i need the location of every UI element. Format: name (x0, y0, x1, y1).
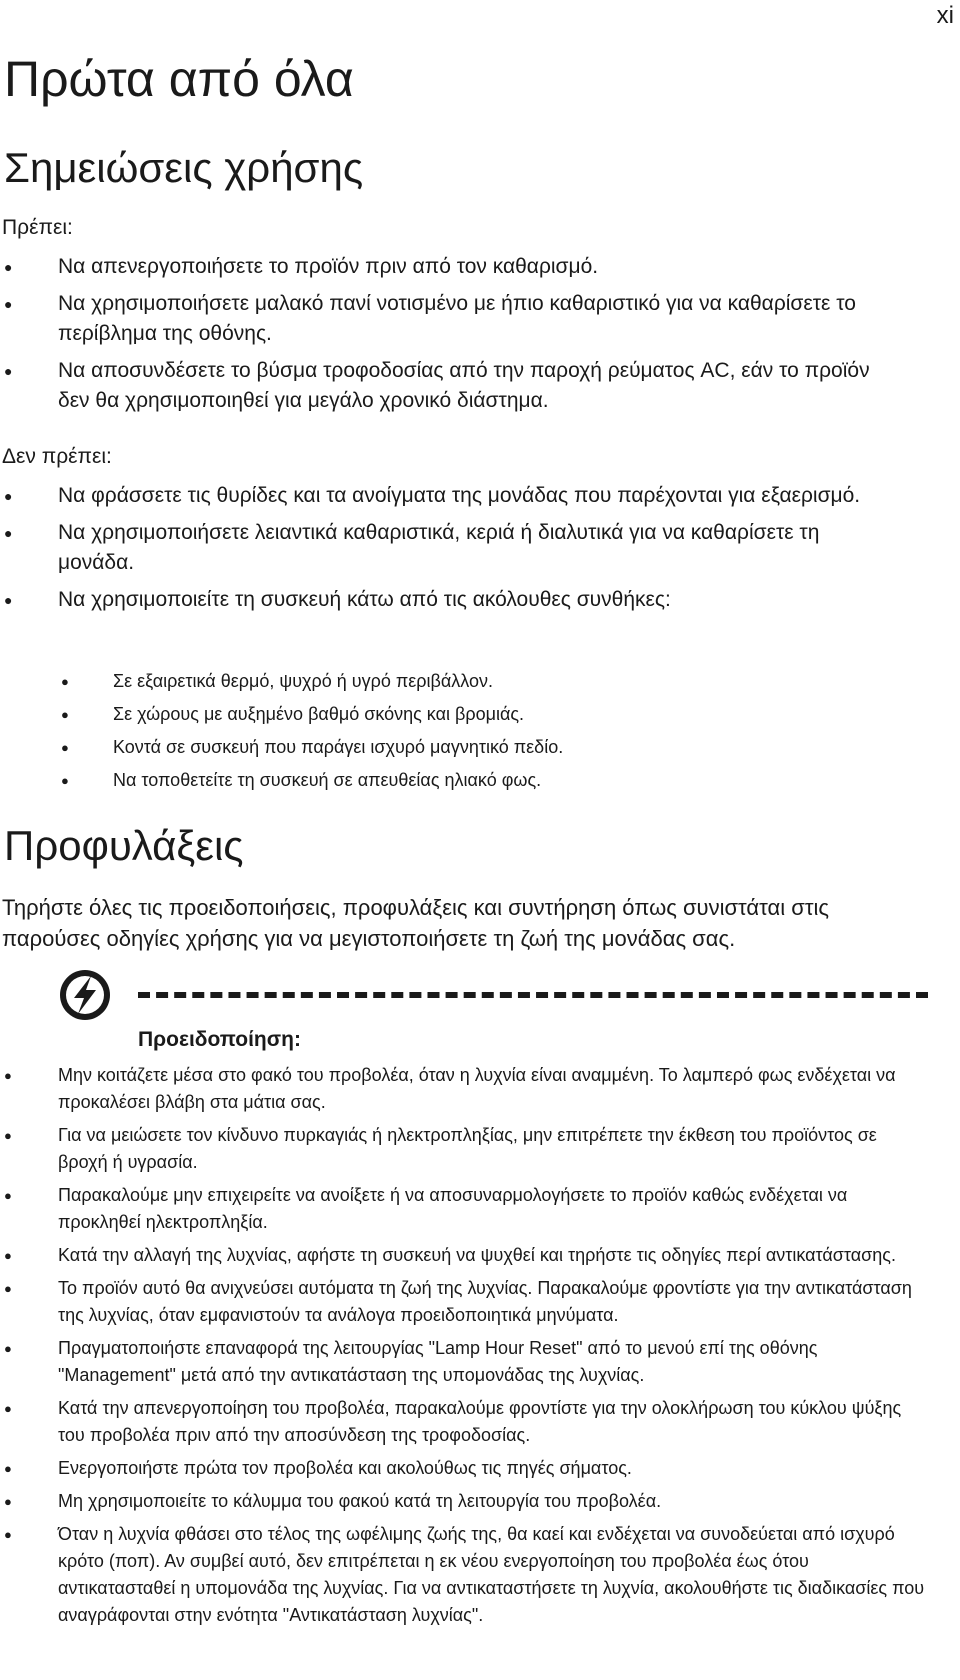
list-item: ● Όταν η λυχνία φθάσει στο τέλος της ωφέλιμης ζωής της, θα καεί και ενδέχεται να συνοδεύεται από ισχυρό κρότο (ποπ). Αν συμβεί αυτό, δεν επιτρέπεται η εκ νέου ενεργοποίηση του προβολέα έως ότου αντικατασταθεί η υπομονάδα της λυχνίας. Για να αντικαταστήσετε τη λυχνία, ακολουθήστε τις διαδικασίες που αναγράφονται στην ενότητα "Αντικατάσταση λυχνίας". (0, 1521, 928, 1629)
usage-notes-heading: Σημειώσεις χρήσης (4, 144, 364, 191)
list-item: ● Να χρησιμοποιήσετε λειαντικά καθαριστικά, κεριά ή διαλυτικά για να καθαρίσετε τη μονάδα. (0, 518, 898, 578)
do-label: Πρέπει: (2, 216, 73, 239)
list-item: ● Να τοποθετείτε τη συσκευή σε απευθείας ηλιακό φως. (58, 768, 563, 793)
warnings-list (0, 1062, 928, 1635)
list-item: ● Για να μειώσετε τον κίνδυνο πυρκαγιάς ή ηλεκτροπληξίας, μην επιτρέπετε την έκθεση του προϊόντος σε βροχή ή υγρασία. (0, 1122, 928, 1176)
warning-title: Προειδοποίηση: (138, 1028, 301, 1051)
list-item: ● Να χρησιμοποιήσετε μαλακό πανί νοτισμένο με ήπιο καθαριστικό για να καθαρίσετε το περίβλημα της οθόνης. (0, 289, 898, 349)
list-item: ● Ενεργοποιήστε πρώτα τον προβολέα και ακολούθως τις πηγές σήματος. (0, 1455, 928, 1482)
dont-list (0, 481, 898, 622)
precautions-intro: Τηρήστε όλες τις προειδοποιήσεις, προφυλάξεις και συντήρηση όπως συνιστάται στις παρούσες οδηγίες χρήσης για να μεγιστοποιήσετε τη ζωή της μονάδας σας. (2, 895, 829, 951)
list-item: ● Παρακαλούμε μην επιχειρείτε να ανοίξετε ή να αποσυναρμολογήσετε το προϊόν καθώς ενδέχεται να προκληθεί ηλεκτροπληξία. (0, 1182, 928, 1236)
precautions-heading: Προφυλάξεις (4, 822, 244, 869)
dont-label: Δεν πρέπει: (2, 445, 112, 468)
list-item: ● Μη χρησιμοποιείτε το κάλυμμα του φακού κατά τη λειτουργία του προβολέα. (0, 1488, 928, 1515)
list-item: ● Να χρησιμοποιείτε τη συσκευή κάτω από τις ακόλουθες συνθήκες: (0, 585, 898, 615)
list-item: ● Κοντά σε συσκευή που παράγει ισχυρό μαγνητικό πεδίο. (58, 735, 563, 760)
conditions-list (58, 669, 563, 801)
list-item: ● Πραγματοποιήστε επαναφορά της λειτουργίας "Lamp Hour Reset" από το μενού επί της οθόνης "Management" μετά από την αντικατάσταση της υπομονάδας της λυχνίας. (0, 1335, 928, 1389)
page-number: xi (936, 2, 954, 29)
lightning-warning-icon (58, 968, 112, 1022)
list-item: ● Να φράσσετε τις θυρίδες και τα ανοίγματα της μονάδας που παρέχονται για εξαερισμό. (0, 481, 898, 511)
page-title: Πρώτα από όλα (4, 51, 354, 107)
list-item: ● Σε εξαιρετικά θερμό, ψυχρό ή υγρό περιβάλλον. (58, 669, 563, 694)
do-list (0, 252, 898, 423)
list-item: ● Μην κοιτάζετε μέσα στο φακό του προβολέα, όταν η λυχνία είναι αναμμένη. Το λαμπερό φως ενδέχεται να προκαλέσει βλάβη στα μάτια σας. (0, 1062, 928, 1116)
list-item: ● Να απενεργοποιήσετε το προϊόν πριν από τον καθαρισμό. (0, 252, 898, 282)
list-item: ● Κατά την απενεργοποίηση του προβολέα, παρακαλούμε φροντίστε για την ολοκλήρωση του κύκλου ψύξης του προβολέα πριν από την αποσύνδεση της τροφοδοσίας. (0, 1395, 928, 1449)
list-item: ● Να αποσυνδέσετε το βύσμα τροφοδοσίας από την παροχή ρεύματος AC, εάν το προϊόν δεν θα χρησιμοποιηθεί για μεγάλο χρονικό διάστημα. (0, 356, 898, 416)
warning-divider (138, 992, 928, 998)
list-item: ● Κατά την αλλαγή της λυχνίας, αφήστε τη συσκευή να ψυχθεί και τηρήστε τις οδηγίες περί αντικατάστασης. (0, 1242, 928, 1269)
list-item: ● Σε χώρους με αυξημένο βαθμό σκόνης και βρομιάς. (58, 702, 563, 727)
list-item: ● Το προϊόν αυτό θα ανιχνεύσει αυτόματα τη ζωή της λυχνίας. Παρακαλούμε φροντίστε για την αντικατάσταση της λυχνίας, όταν εμφανιστούν τα ανάλογα προειδοποιητικά μηνύματα. (0, 1275, 928, 1329)
